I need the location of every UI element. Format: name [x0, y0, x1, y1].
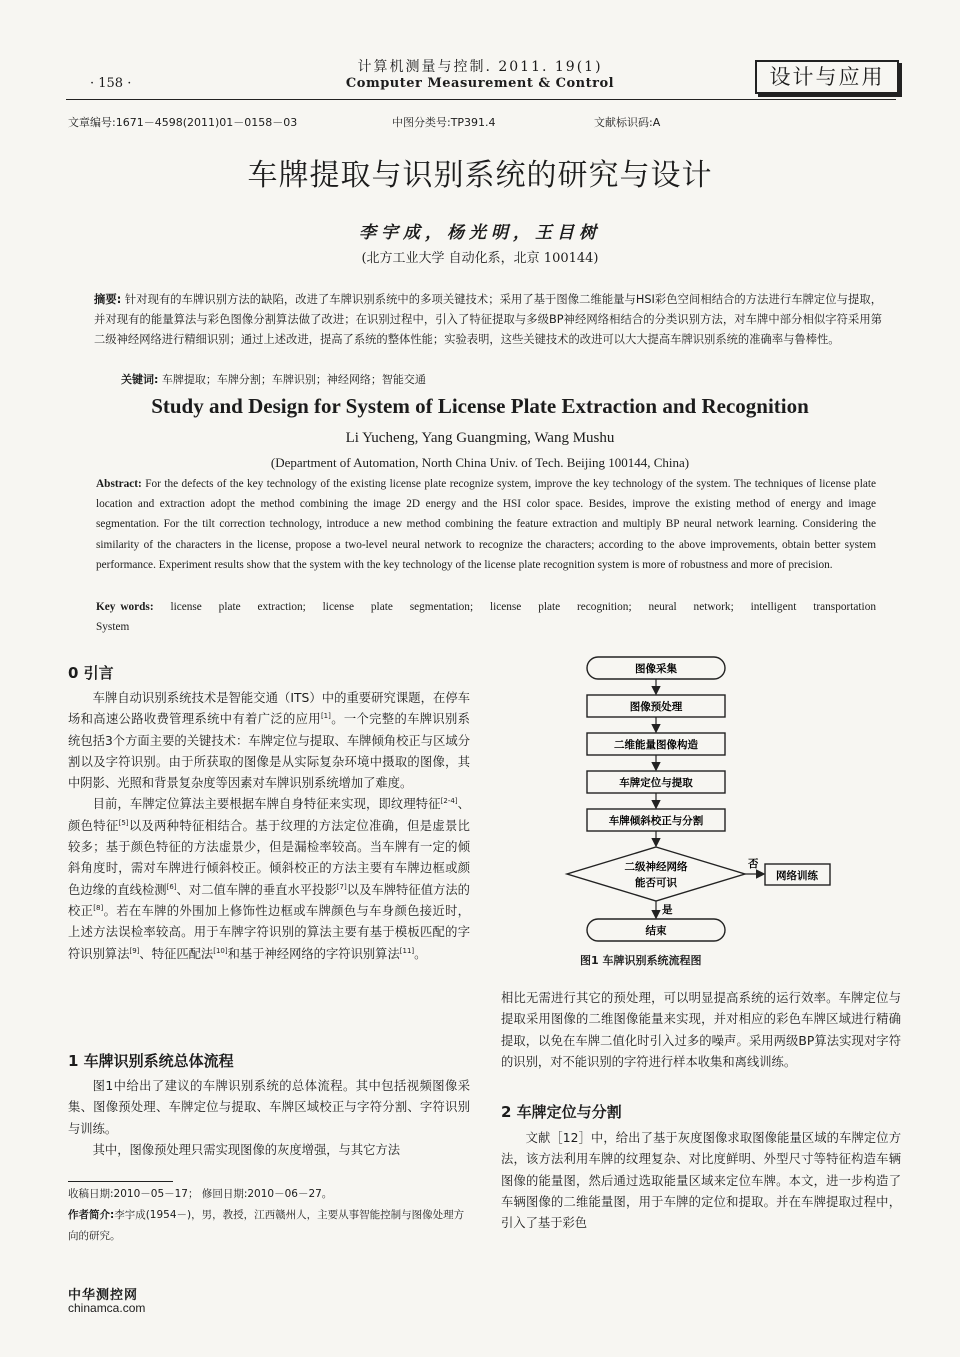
journal-title-en: Computer Measurement & Control: [345, 76, 615, 91]
flow-node-energy-label: 二维能量图像构造: [614, 739, 698, 751]
section0-heading: 0 引言: [68, 664, 114, 682]
abstract-cn-text: 针对现有的车牌识别方法的缺陷，改进了车牌识别系统中的多项关键技术；采用了基于图像二维能量与HSI彩色空间相结合的方法进行车牌定位与提取，并对现有的能量算法与彩色图像分割算法做了改进；在识别过程中，引入了特征提取与多级BP神经网络相结合的分类识别方法，对车牌中部分相似字符采用第二级神经网络进行精细识别；通过上述改进，提高了系统的整体性能；实验表明，这些关键技术的改进可以大大提高车牌识别系统的准确率与鲁棒性。: [94, 293, 882, 346]
flow-node-end-label: 结束: [645, 925, 667, 937]
footnote-received: 收稿日期:2010－05－17； 修回日期:2010－06－27。: [68, 1188, 333, 1200]
figure1-caption: 图1 车牌识别系统流程图: [580, 954, 702, 967]
citation: [11]: [399, 946, 415, 955]
flow-node-capture-label: 图像采集: [635, 663, 677, 675]
flow-node-preprocess-label: 图像预处理: [629, 701, 683, 713]
abstract-en-text: For the defects of the key technology of the existing license plate recognize system, improve the key technology of the system. The techniques of license plate location and extraction adopt the method combining the image 2D energy and the HSI color space. Besides, improve the existing method of energy and image segmentation. For the tilt correction technology, introduce a new method combining the feature extraction and multiply BP neural network learning. Considering the similarity of the characters in the license, propose a two-level neural network to recognize the characters; according to the above improvements, obtain better system performance. Experiment results show that the system with the key technology of the license plate recognition system is more of robustness and more of precision.: [96, 478, 877, 571]
flow-decision-line1: 二级神经网络: [624, 861, 688, 873]
section0-body: [68, 688, 470, 965]
keywords-en: [96, 597, 876, 637]
flow-node-correct-label: 车牌倾斜校正与分割: [608, 815, 704, 827]
citation: [9]: [129, 946, 140, 955]
section-label: 设计与应用: [755, 60, 899, 94]
flow-no-label: 否: [748, 858, 759, 870]
footnote-bio-label: 作者简介:: [68, 1209, 115, 1221]
keywords-en-label: Key words:: [96, 601, 154, 613]
section1-body: [68, 1076, 470, 1161]
flow-decision: [567, 847, 745, 901]
page-number: · 158 ·: [90, 76, 132, 91]
citation: [1]: [320, 712, 331, 721]
section0-paragraph1: 车牌自动识别系统技术是智能交通（ITS）中的重要研究课题，在停车场和高速公路收费管理系统中有着广泛的应用[1]。一个完整的车牌识别系统包括3个方面主要的关键技术：车牌定位与提取、车牌倾角校正与区域分割以及字符识别。由于所获取的图像是从实际复杂环境中摄取的图像，其中阴影、光照和背景复杂度等因素对车牌识别系统增加了难度。: [68, 691, 470, 791]
section0-paragraph2: 目前，车牌定位算法主要根据车牌自身特征来实现，即纹理特征[2-4]、颜色特征[5]以及两种特征相结合。基于纹理的方法定位准确，但是虚景比较多；基于颜色特征的方法虚景少，但是漏检率较高。当车牌有一定的倾斜角度时，需对车牌进行倾斜校正。倾斜校正的方法主要有车牌边框或颜色边缘的直线检测[6]、对二值车牌的垂直水平投影[7]以及车牌特征值方法的校正[8]。若在车牌的外围加上修饰性边框或车牌颜色与车身颜色接近时，上述方法误检率较高。用于车牌字符识别的算法主要有基于模板匹配的字符识别算法[9]、特征匹配法[10]和基于神经网络的字符识别算法[11]。: [68, 797, 470, 961]
article-number: 文章编号:1671－4598(2011)01－0158－03: [68, 116, 298, 129]
abstract-cn-label: 摘要:: [94, 293, 122, 306]
abstract-en-label: Abstract:: [96, 478, 142, 490]
section1-paragraph1: 图1中给出了建议的车牌识别系统的总体流程。其中包括视频图像采集、图像预处理、车牌定位与提取、车牌区域校正与字符分割、字符识别与训练。: [68, 1079, 470, 1136]
section2-paragraph1: 文献［12］中，给出了基于灰度图像求取图像能量区域的车牌定位方法，该方法利用车牌的纹理复杂、对比度鲜明、外型尺寸等特征构造车辆图像的能量图，然后通过选取能量区域来定位车牌。本文，进一步构造了车辆图像的二维能量图，用于车牌的定位和提取。并在车牌提取过程中，引入了基于彩色: [501, 1131, 901, 1231]
footnote-rule: [68, 1181, 173, 1182]
citation: [6]: [166, 882, 177, 891]
header-rule: [66, 99, 896, 100]
title-en: Study and Design for System of License Plate Extraction and Recognition: [151, 394, 809, 418]
flow-yes-label: 是: [662, 904, 673, 916]
keywords-cn: [121, 371, 426, 387]
keywords-en-text: license plate extraction; license plate segmentation; license plate recognition; neural network; intelligent transportation System: [96, 601, 876, 634]
flow-node-locate-label: 车牌定位与提取: [619, 777, 693, 789]
site-brand-url[interactable]: chinamca.com: [68, 1301, 146, 1315]
citation: [5]: [118, 818, 129, 827]
title-cn: 车牌提取与识别系统的研究与设计: [247, 158, 713, 193]
keywords-cn-text: 车牌提取；车牌分割；车牌识别；神经网络；智能交通: [161, 373, 426, 386]
site-brand-cn: 中华测控网: [68, 1288, 139, 1303]
section2-body: [501, 1128, 901, 1234]
flowchart-figure1: [560, 655, 900, 947]
section1-heading: 1 车牌识别系统总体流程: [68, 1052, 234, 1070]
section1-paragraph2: 其中，图像预处理只需实现图像的灰度增强，与其它方法: [92, 1142, 401, 1157]
citation: [8]: [93, 903, 104, 912]
affiliation-cn: (北方工业大学 自动化系，北京 100144): [361, 251, 599, 266]
citation: [2-4]: [440, 797, 458, 806]
citation: [10]: [213, 946, 228, 955]
footnote-bio-text: 李宇成(1954－)，男，教授，江西赣州人，主要从事智能控制与图像处理方向的研究。: [68, 1209, 465, 1242]
citation: [7]: [336, 882, 347, 891]
affiliation-en: (Department of Automation, North China Univ. of Tech. Beijing 100144, China): [270, 455, 690, 470]
section2-heading: 2 车牌定位与分割: [501, 1103, 622, 1121]
clc-number: 中图分类号:TP391.4: [392, 116, 496, 129]
flow-decision-line2: 能否可识: [635, 877, 677, 889]
right-column-body: [501, 988, 901, 1073]
flow-node-training-label: 网络训练: [776, 870, 818, 882]
right-paragraph1: 相比无需进行其它的预处理，可以明显提高系统的运行效率。车牌定位与提取采用图像的二维图像能量来实现，并对相应的彩色车牌区域进行精确提取，以免在车牌二值化时引入过多的噪声。采用两级BP算法实现对字符的识别，对不能识别的字符进行样本收集和离线训练。: [501, 991, 901, 1069]
authors-cn: 李宇成，杨光明，王目树: [359, 223, 601, 243]
abstract-en: [96, 474, 876, 575]
authors-en: Li Yucheng, Yang Guangming, Wang Mushu: [345, 430, 615, 446]
document-code: 文献标识码:A: [594, 116, 661, 129]
keywords-cn-label: 关键词:: [121, 373, 159, 386]
journal-title-cn: 计算机测量与控制. 2011. 19(1): [357, 59, 603, 75]
footnote-bio: [68, 1205, 470, 1247]
abstract-cn: [94, 290, 882, 350]
